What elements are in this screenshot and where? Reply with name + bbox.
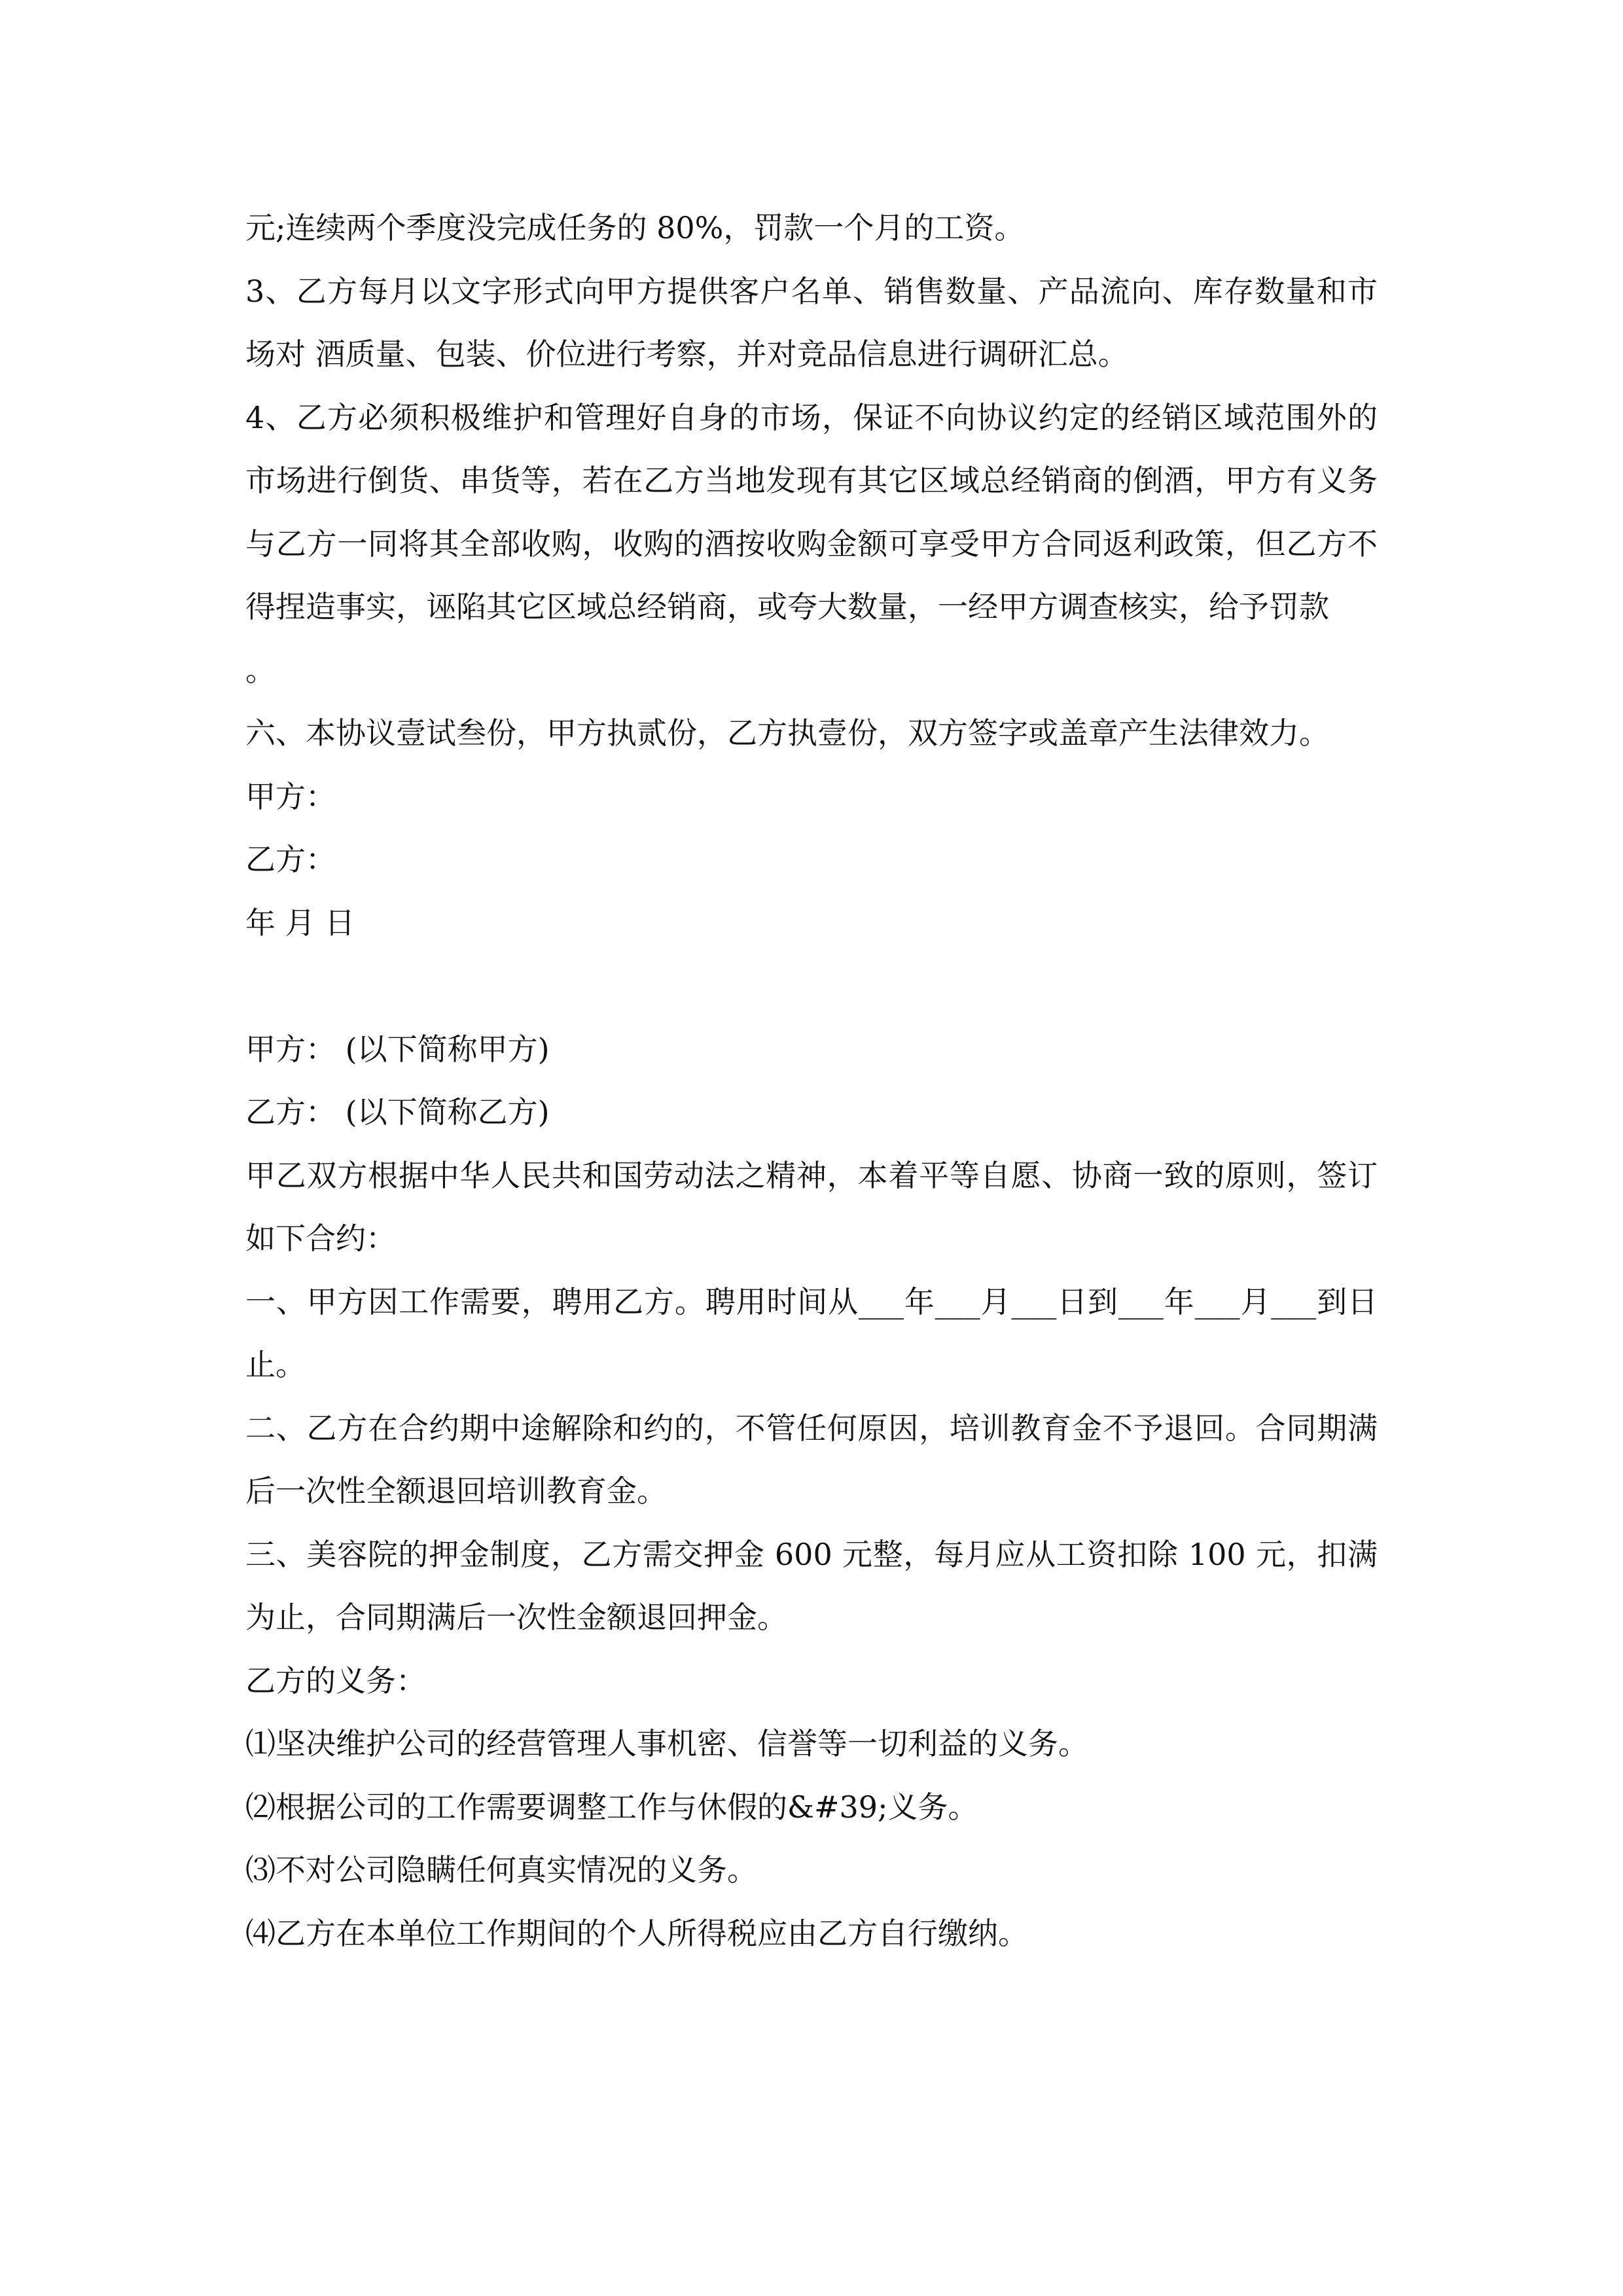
contract-clause-3: 三、美容院的押金制度，乙方需交押金 600 元整，每月应从工资扣除 100 元，扣满为止，合同期满后一次性金额退回押金。 xyxy=(245,1536,1378,1635)
paragraph-clause-6: 六、本协议壹试叁份，甲方执贰份，乙方执壹份，双方签字或盖章产生法律效力。 xyxy=(245,715,1329,751)
signature-party-a: 甲方： xyxy=(245,778,336,814)
paragraph-clause-4: 4、乙方必须积极维护和管理好自身的市场，保证不向协议约定的经销区域范围外的市场进行倒货、串货等，若在乙方当地发现有其它区域总经销商的倒酒，甲方有义务与乙方一同将其全部收购，收购的酒按收购金额可享受甲方合同返利政策，但乙方不得捏造事实，诬陷其它区域总经销商，或夸大数量，一经甲方调查核实，给予罚款 xyxy=(245,399,1378,624)
signature-date: 年 月 日 xyxy=(245,905,355,941)
section-divider-space xyxy=(245,954,1378,1018)
paragraph-clause-3: 3、乙方每月以文字形式向甲方提供客户名单、销售数量、产品流向、库存数量和市场对 酒质量、包装、价位进行考察，并对竞品信息进行调研汇总。 xyxy=(245,273,1378,372)
paragraph-period: 。 xyxy=(245,652,276,688)
obligation-1: ⑴坚决维护公司的经营管理人事机密、信誉等一切利益的义务。 xyxy=(245,1726,1088,1761)
signature-party-b: 乙方： xyxy=(245,842,336,877)
paragraph-penalty: 元;连续两个季度没完成任务的 80%，罚款一个月的工资。 xyxy=(245,210,1025,245)
contract-preamble: 甲乙双方根据中华人民共和国劳动法之精神，本着平等自愿、协商一致的原则，签订如下合约： xyxy=(245,1157,1378,1256)
obligations-heading: 乙方的义务： xyxy=(245,1662,426,1698)
obligation-4: ⑷乙方在本单位工作期间的个人所得税应由乙方自行缴纳。 xyxy=(245,1915,1028,1951)
contract-party-a: 甲方： (以下简称甲方) xyxy=(245,1031,550,1067)
contract-clause-2: 二、乙方在合约期中途解除和约的，不管任何原因，培训教育金不予退回。合同期满后一次性全额退回培训教育金。 xyxy=(245,1410,1378,1509)
contract-clause-1: 一、甲方因工作需要，聘用乙方。聘用时间从___年___月___日到___年___月___到日止。 xyxy=(245,1283,1378,1382)
obligation-2: ⑵根据公司的工作需要调整工作与休假的&#39;义务。 xyxy=(245,1789,978,1825)
obligation-3: ⑶不对公司隐瞒任何真实情况的义务。 xyxy=(245,1852,757,1888)
document-body xyxy=(245,196,1378,1965)
contract-party-b: 乙方： (以下简称乙方) xyxy=(245,1094,550,1130)
